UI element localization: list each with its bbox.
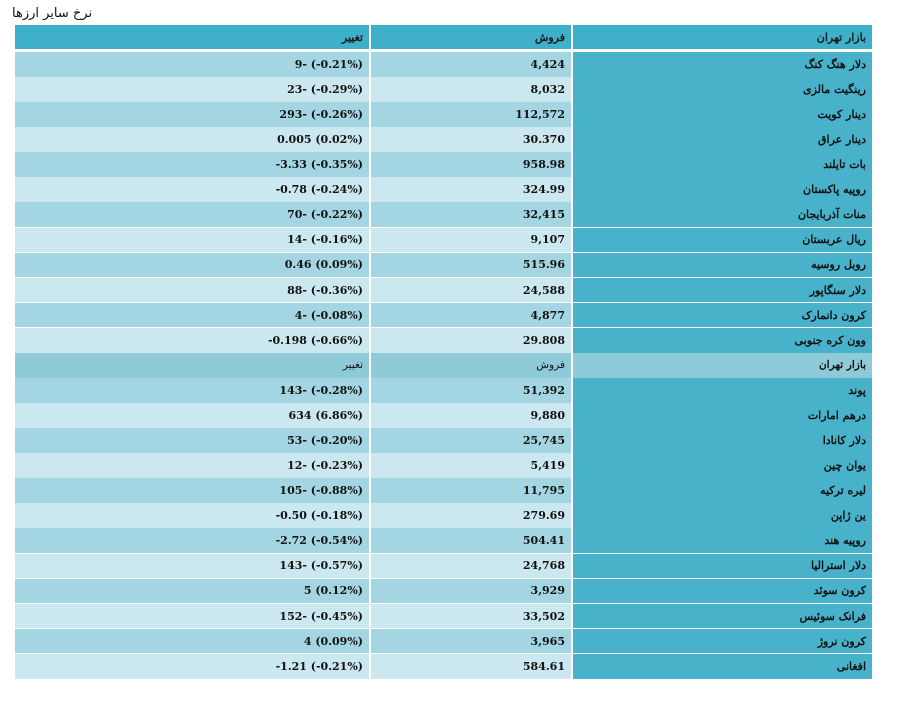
- currency-name: وون کره جنوبی: [573, 328, 872, 353]
- table-row: [15, 127, 872, 152]
- table-row: [15, 77, 872, 102]
- change-value: 4- (-0.08%): [294, 308, 363, 322]
- table-row: [15, 202, 872, 227]
- sell-rate-cell: [371, 127, 571, 152]
- sell-rate-cell: [371, 278, 571, 303]
- table-row: [15, 478, 872, 503]
- table-row: [15, 403, 872, 428]
- subheader-sell: فروش: [371, 353, 571, 378]
- change-value: 0.005 (0.02%): [277, 133, 363, 147]
- table-row: [15, 228, 872, 253]
- currency-name: بات تایلند: [573, 152, 872, 177]
- change-value: -0.78 (-0.24%): [275, 183, 363, 197]
- header-sell: فروش: [371, 25, 571, 49]
- sell-rate: 8,032: [530, 82, 565, 96]
- currency-name: کرون نروژ: [573, 629, 872, 654]
- sell-rate: 4,424: [530, 57, 565, 71]
- table-row: [15, 177, 872, 202]
- table-row: [15, 52, 872, 77]
- sell-rate: 32,415: [522, 208, 565, 222]
- change-value: 9- (-0.21%): [294, 57, 363, 71]
- currency-name: دلار سنگاپور: [573, 278, 872, 303]
- sell-rate-cell: [371, 102, 571, 127]
- sell-rate: 515.96: [522, 258, 565, 272]
- sell-rate: 324.99: [522, 183, 565, 197]
- sell-rate-cell: [371, 604, 571, 629]
- header-change: تغییر: [15, 25, 369, 49]
- sell-rate-cell: [371, 202, 571, 227]
- sell-rate: 11,795: [522, 484, 565, 498]
- sell-rate-cell: [371, 554, 571, 579]
- change-cell: [15, 428, 369, 453]
- table-subheader: [15, 353, 872, 378]
- change-cell: [15, 127, 369, 152]
- currency-name: منات آذربایجان: [573, 202, 872, 227]
- change-value: 0.46 (0.09%): [284, 258, 363, 272]
- header-market: بازار تهران: [573, 25, 872, 49]
- currency-name: درهم امارات: [573, 403, 872, 428]
- subheader-market: بازار تهران: [573, 353, 872, 378]
- change-cell: [15, 478, 369, 503]
- change-value: 4 (0.09%): [303, 634, 363, 648]
- change-cell: [15, 554, 369, 579]
- table-row: [15, 303, 872, 328]
- change-cell: [15, 202, 369, 227]
- page-title: نرخ سایر ارزها: [12, 6, 93, 21]
- currency-name: فرانک سوئیس: [573, 604, 872, 629]
- sell-rate: 25,745: [522, 434, 565, 448]
- currency-name: لیره ترکیه: [573, 478, 872, 503]
- sell-rate: 9,880: [530, 408, 565, 422]
- currency-name: افغانی: [573, 654, 872, 679]
- change-cell: [15, 453, 369, 478]
- change-cell: [15, 503, 369, 528]
- change-cell: [15, 579, 369, 604]
- change-value: 634 (6.86%): [288, 408, 363, 422]
- change-cell: [15, 604, 369, 629]
- change-cell: [15, 228, 369, 253]
- currency-name: دلار هنگ کنگ: [573, 52, 872, 77]
- sell-rate: 4,877: [530, 308, 565, 322]
- change-cell: [15, 528, 369, 553]
- change-cell: [15, 654, 369, 679]
- currency-name: روبل روسیه: [573, 253, 872, 278]
- change-value: 105- (-0.88%): [279, 484, 363, 498]
- rates-group-1: [15, 52, 872, 353]
- change-value: 293- (-0.26%): [279, 108, 363, 121]
- sell-rate: 29.808: [522, 333, 565, 347]
- sell-rate-cell: [371, 52, 571, 77]
- change-value: 70- (-0.22%): [287, 208, 363, 222]
- change-value: 143- (-0.28%): [279, 383, 363, 397]
- change-cell: [15, 102, 369, 127]
- sell-rate: 9,107: [530, 233, 565, 247]
- table-row: [15, 328, 872, 353]
- sell-rate-cell: [371, 77, 571, 102]
- change-value: 14- (-0.16%): [287, 233, 363, 247]
- table-row: [15, 278, 872, 303]
- table-row: [15, 528, 872, 553]
- table-row: [15, 604, 872, 629]
- change-value: -0.50 (-0.18%): [275, 509, 363, 523]
- change-cell: [15, 253, 369, 278]
- change-cell: [15, 77, 369, 102]
- currency-name: دینار عراق: [573, 127, 872, 152]
- change-cell: [15, 328, 369, 353]
- change-cell: [15, 52, 369, 77]
- sell-rate-cell: [371, 528, 571, 553]
- table-row: [15, 152, 872, 177]
- rates-group-2: [15, 378, 872, 679]
- change-value: 152- (-0.45%): [279, 609, 363, 623]
- currency-name: دینار کویت: [573, 102, 872, 127]
- currency-name: کرون دانمارک: [573, 303, 872, 328]
- sell-rate: 30.370: [522, 133, 565, 147]
- change-value: -1.21 (-0.21%): [275, 659, 363, 673]
- sell-rate-cell: [371, 403, 571, 428]
- currency-name: ریال عربستان: [573, 228, 872, 253]
- change-value: -0.198 (-0.66%): [267, 333, 363, 347]
- table-row: [15, 428, 872, 453]
- change-value: 53- (-0.20%): [287, 434, 363, 448]
- table-row: [15, 629, 872, 654]
- sell-rate: 112,572: [515, 108, 565, 121]
- currency-name: روپیه هند: [573, 528, 872, 553]
- change-cell: [15, 378, 369, 403]
- sell-rate-cell: [371, 654, 571, 679]
- currency-rates-table: [15, 25, 872, 679]
- table-row: [15, 654, 872, 679]
- currency-name: کرون سوئد: [573, 579, 872, 604]
- sell-rate-cell: [371, 453, 571, 478]
- subheader-change: تغییر: [15, 353, 369, 378]
- table-row: [15, 253, 872, 278]
- sell-rate-cell: [371, 303, 571, 328]
- change-cell: [15, 403, 369, 428]
- sell-rate-cell: [371, 253, 571, 278]
- change-value: 88- (-0.36%): [287, 283, 363, 297]
- sell-rate-cell: [371, 428, 571, 453]
- sell-rate: 33,502: [522, 609, 565, 623]
- sell-rate-cell: [371, 152, 571, 177]
- currency-name: روپیه پاکستان: [573, 177, 872, 202]
- change-cell: [15, 629, 369, 654]
- change-value: 23- (-0.29%): [287, 82, 363, 96]
- table-row: [15, 453, 872, 478]
- currency-name: دلار کانادا: [573, 428, 872, 453]
- currency-name: دلار استرالیا: [573, 554, 872, 579]
- sell-rate-cell: [371, 378, 571, 403]
- change-value: -2.72 (-0.54%): [275, 534, 363, 548]
- sell-rate: 24,588: [522, 283, 565, 297]
- sell-rate-cell: [371, 328, 571, 353]
- change-cell: [15, 303, 369, 328]
- sell-rate: 958.98: [522, 158, 565, 172]
- table-row: [15, 378, 872, 403]
- sell-rate-cell: [371, 629, 571, 654]
- table-row: [15, 554, 872, 579]
- sell-rate-cell: [371, 579, 571, 604]
- sell-rate: 24,768: [522, 559, 565, 573]
- currency-name: یوان چین: [573, 453, 872, 478]
- sell-rate-cell: [371, 478, 571, 503]
- sell-rate-cell: [371, 177, 571, 202]
- sell-rate: 3,965: [530, 634, 565, 648]
- table-row: [15, 102, 872, 127]
- table-header: [15, 25, 872, 49]
- sell-rate: 3,929: [530, 584, 565, 598]
- change-cell: [15, 278, 369, 303]
- sell-rate: 584.61: [522, 659, 565, 673]
- change-value: -3.33 (-0.35%): [275, 158, 363, 172]
- table-row: [15, 579, 872, 604]
- currency-name: رینگیت مالزی: [573, 77, 872, 102]
- currency-name: پوند: [573, 378, 872, 403]
- sell-rate: 5,419: [530, 459, 565, 473]
- sell-rate: 504.41: [522, 534, 565, 548]
- change-cell: [15, 177, 369, 202]
- change-value: 12- (-0.23%): [287, 459, 363, 473]
- sell-rate: 51,392: [522, 383, 565, 397]
- change-value: 143- (-0.57%): [279, 559, 363, 573]
- sell-rate-cell: [371, 503, 571, 528]
- sell-rate-cell: [371, 228, 571, 253]
- sell-rate: 279.69: [522, 509, 565, 523]
- change-cell: [15, 152, 369, 177]
- change-value: 5 (0.12%): [303, 584, 363, 598]
- table-row: [15, 503, 872, 528]
- currency-name: ین ژاپن: [573, 503, 872, 528]
